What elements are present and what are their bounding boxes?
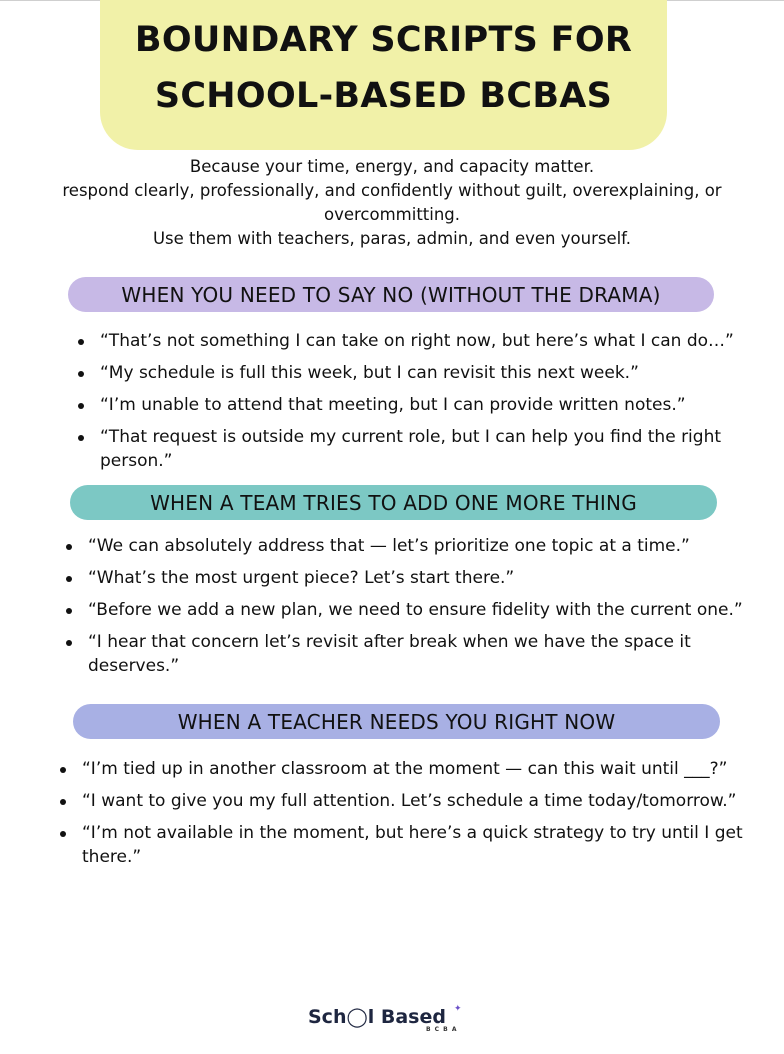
school-based-logo: [308, 1004, 468, 1044]
list-item-text: “We can absolutely address that — let’s prioritize one topic at a time.”: [88, 536, 690, 556]
teacher-needs-list: [60, 757, 760, 869]
list-item: [78, 361, 748, 385]
bullet-dot: [66, 544, 72, 550]
intro-line: Use them with teachers, paras, admin, and even yourself.: [152, 229, 632, 248]
bullet-dot: [66, 608, 72, 614]
list-item: [66, 566, 760, 590]
add-one-more-list: [66, 534, 760, 678]
bullet-dot: [78, 339, 84, 345]
list-item: [60, 789, 760, 813]
list-item-text: “What’s the most urgent piece? Let’s start there.”: [88, 568, 515, 588]
list-item-text: “I’m not available in the moment, but here’s a quick strategy to try until I get there.”: [82, 823, 743, 867]
bullet-dot: [66, 640, 72, 646]
list-item: [78, 425, 748, 473]
section-heading-add-one-more: [70, 485, 717, 520]
logo-subtext: B C B A: [426, 1026, 458, 1033]
bullet-dot: [66, 576, 72, 582]
list-item-text: “I’m unable to attend that meeting, but I can provide written notes.”: [100, 395, 686, 415]
section-heading-text: WHEN A TEAM TRIES TO ADD ONE MORE THING: [150, 490, 637, 515]
list-item-text: “That’s not something I can take on right now, but here’s what I can do…”: [100, 331, 734, 351]
list-item-text: “My schedule is full this week, but I can revisit this next week.”: [100, 363, 639, 383]
list-item-text: “I’m tied up in another classroom at the moment — can this wait until ___?”: [82, 759, 728, 779]
intro-line: respond clearly, professionally, and confidently without guilt, overexplaining, or: [62, 181, 722, 200]
logo-text: Sch◯l Based: [308, 1006, 446, 1028]
bullet-dot: [78, 371, 84, 377]
bullet-dot: [60, 831, 66, 837]
list-item: [66, 598, 760, 622]
sparkle-icon: ✦: [454, 1004, 462, 1014]
list-item-text: “I hear that concern let’s revisit after break when we have the space it deserves.”: [88, 632, 691, 676]
section-heading-text: WHEN A TEACHER NEEDS YOU RIGHT NOW: [177, 709, 616, 734]
list-item: [60, 757, 760, 781]
bullet-dot: [78, 403, 84, 409]
list-item: [66, 534, 760, 558]
page-title-line-1: BOUNDARY SCRIPTS FOR: [134, 20, 633, 60]
bullet-dot: [60, 767, 66, 773]
section-heading-teacher-needs: [73, 704, 720, 739]
list-item: [60, 821, 760, 869]
list-item: [78, 393, 748, 417]
list-item-text: “That request is outside my current role, but I can help you find the right person.”: [100, 427, 722, 471]
intro-line: Because your time, energy, and capacity matter.: [189, 157, 595, 176]
intro-line: overcommitting.: [323, 205, 461, 224]
list-item: [66, 630, 760, 678]
list-item: [78, 329, 748, 353]
bullet-dot: [60, 799, 66, 805]
list-item-text: “Before we add a new plan, we need to ensure fidelity with the current one.”: [88, 600, 743, 620]
section-heading-say-no: [68, 277, 714, 312]
bullet-dot: [78, 435, 84, 441]
section-heading-text: WHEN YOU NEED TO SAY NO (WITHOUT THE DRAMA): [121, 282, 661, 307]
list-item-text: “I want to give you my full attention. Let’s schedule a time today/tomorrow.”: [82, 791, 737, 811]
say-no-list: [78, 329, 748, 473]
intro-text: [40, 155, 744, 251]
title-banner: [100, 0, 667, 150]
page-title-line-2: SCHOOL-BASED BCBAS: [154, 76, 613, 116]
